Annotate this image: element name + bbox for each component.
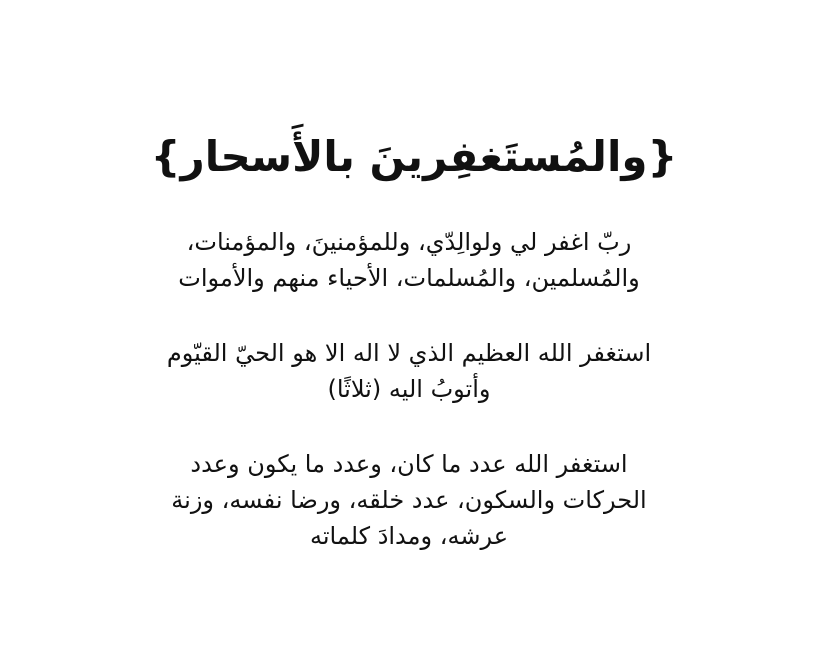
paragraph-line: وأتوبُ اليه (ثلاثًا) [327, 375, 491, 403]
page-title: {والمُستَغفِرينَ بالأَسحار} [150, 132, 678, 181]
paragraph-line: ربّ اغفر لي ولوالِدّي، وللمؤمنينَ، والمؤمنات، [186, 228, 632, 256]
paragraph-line: والمُسلمين، والمُسلمات، الأحياء منهم والأموات [178, 264, 640, 292]
paragraph-line: عرشه، ومدادَ كلماته [309, 522, 509, 550]
paragraph-line: الحركات والسكون، عدد خلقه، ورضا نفسه، وزنة [171, 486, 647, 514]
paragraph-line: استغفر الله عدد ما كان، وعدد ما يكون وعدد [190, 450, 628, 478]
paragraph-count-istighfar [130, 446, 688, 554]
paragraph-supplication [130, 224, 688, 296]
paragraph-line: استغفر الله العظيم الذي لا اله الا هو الحيّ القيّوم [166, 339, 652, 367]
paragraph-istighfar [130, 335, 688, 407]
